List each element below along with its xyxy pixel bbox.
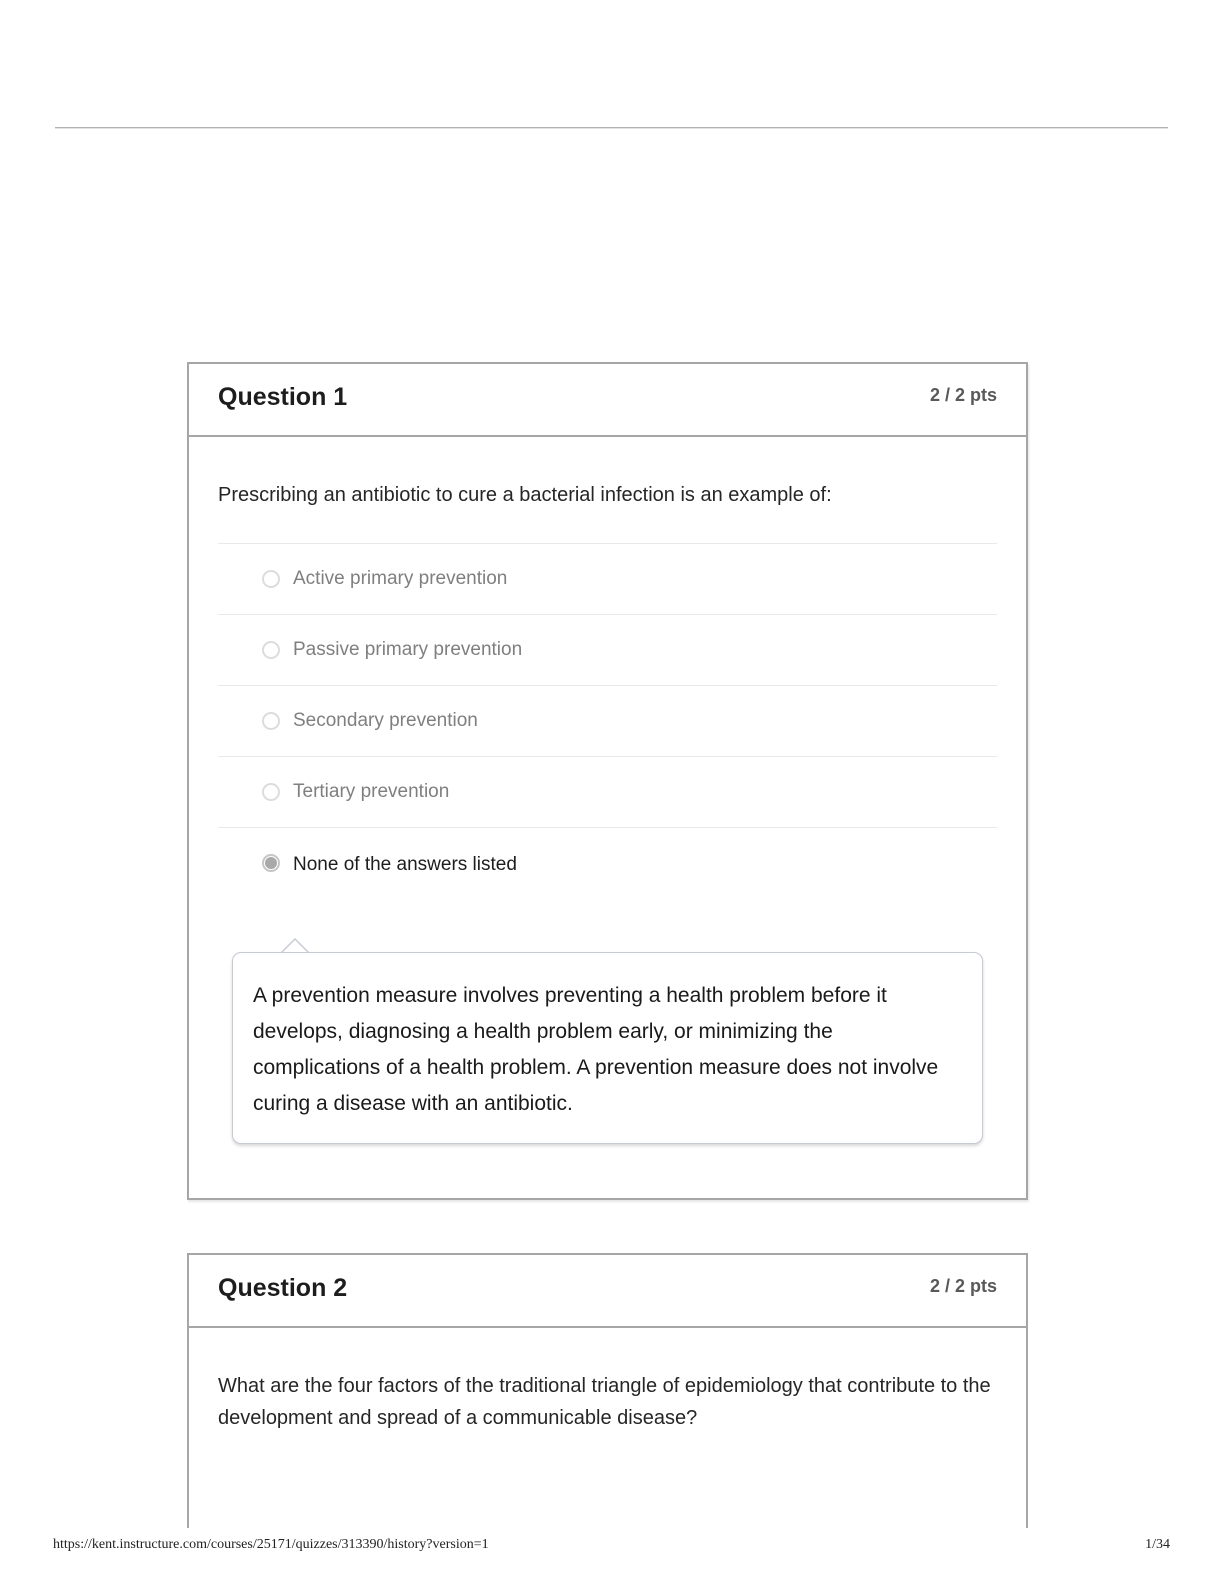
question-2-card [187,1253,1028,1528]
radio-unselected-icon[interactable] [262,712,280,730]
radio-selected-icon[interactable] [262,854,280,872]
question-text: Prescribing an antibiotic to cure a bacterial infection is an example of: [218,484,832,506]
page-header-rule [55,127,1168,129]
explanation-text: A prevention measure involves preventing a health problem before it develops, diagnosing a health problem early, or minimizing the complications of a health problem. A prevention measure does not involve curing a disease with an antibiotic. [232,952,983,1144]
question-2-header [189,1255,1026,1328]
answer-option-label: Active primary prevention [293,568,508,589]
answer-option[interactable] [218,756,997,827]
radio-unselected-icon[interactable] [262,570,280,588]
answer-option-label: Tertiary prevention [293,781,450,802]
tooltip-pointer-icon [281,938,309,952]
answer-explanation [232,952,983,1144]
answer-option[interactable] [218,543,997,614]
question-title: Question 2 [218,1274,348,1302]
answer-option[interactable] [218,685,997,756]
answer-option[interactable] [218,614,997,685]
question-text: What are the four factors of the traditional triangle of epidemiology that contribute to the development and spread of a communicable disease? [218,1375,991,1429]
answer-options [218,543,997,907]
question-1-body [189,437,1026,1144]
radio-unselected-icon[interactable] [262,783,280,801]
answer-option-selected[interactable] [218,827,997,907]
radio-unselected-icon[interactable] [262,641,280,659]
points-badge: 2 / 2 pts [929,1276,997,1296]
answer-option-label: Secondary prevention [293,710,478,731]
footer-page-indicator: 1/34 [1145,1537,1170,1552]
question-1-card [187,362,1028,1200]
question-1-header [189,364,1026,437]
answer-option-label: None of the answers listed [293,854,517,875]
footer-url: https://kent.instructure.com/courses/25171/quizzes/313390/history?version=1 [53,1537,489,1552]
answer-option-label: Passive primary prevention [293,639,523,660]
points-badge: 2 / 2 pts [929,385,997,405]
question-2-body [189,1328,1026,1466]
question-title: Question 1 [218,383,348,411]
